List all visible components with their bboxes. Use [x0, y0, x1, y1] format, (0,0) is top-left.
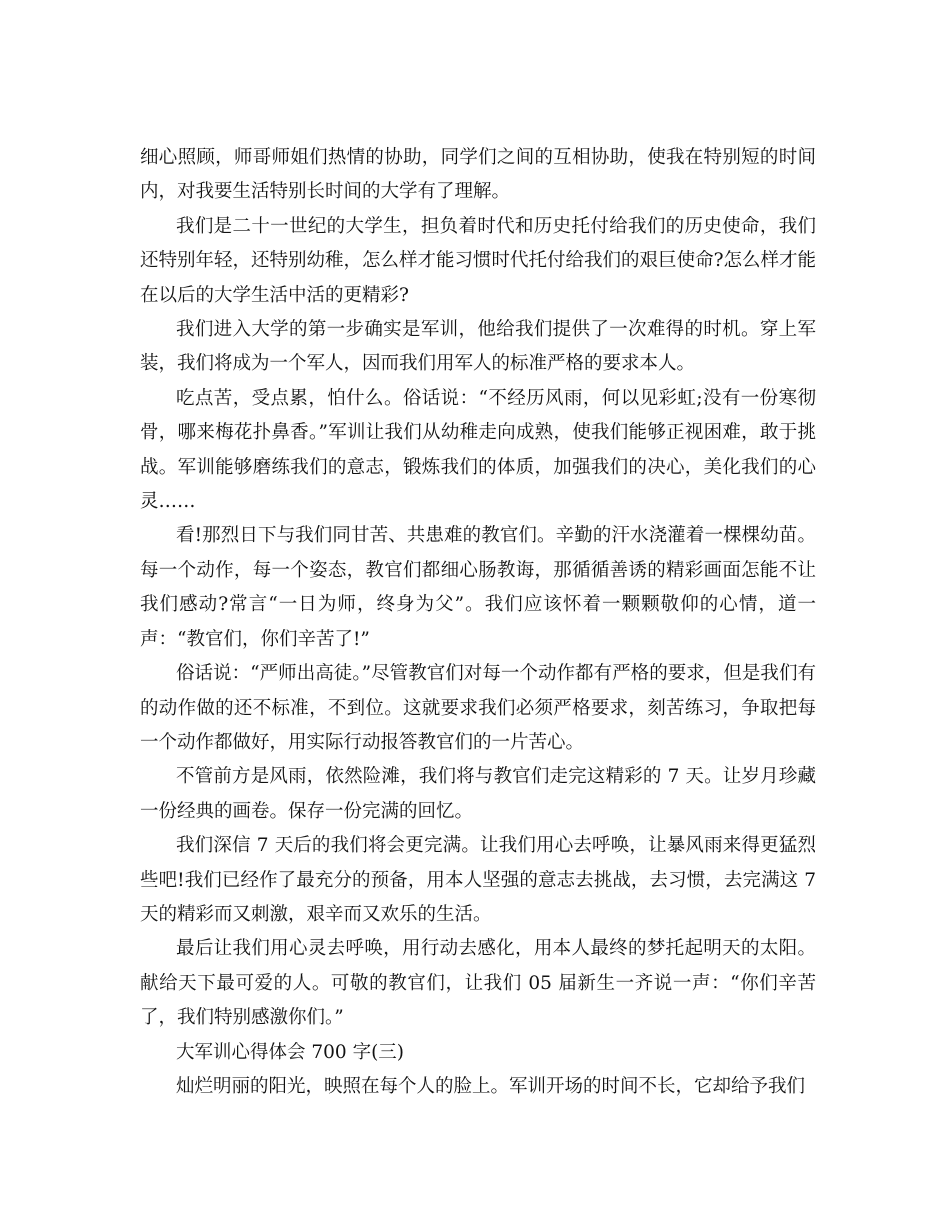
paragraph: 我们是二十一世纪的大学生，担负着时代和历史托付给我们的历史使命，我们还特别年轻，还特别幼稚，怎么样才能习惯时代托付给我们的艰巨使命?怎么样才能在以后的大学生活中活的更精彩? — [140, 215, 816, 306]
paragraph: 我们深信 7 天后的我们将会更完满。让我们用心去呼唤，让暴风雨来得更猛烈些吧!我们已经作了最充分的预备，用本人坚强的意志去挑战，去习惯，去完满这 7 天的精彩而又刺激，艰辛而又欢乐的生活。 — [140, 835, 816, 925]
document-body — [140, 141, 816, 1104]
paragraph: 细心照顾，师哥师姐们热情的协助，同学们之间的互相协助，使我在特别短的时间内，对我要生活特别长时间的大学有了理解。 — [140, 147, 816, 203]
section-heading: 大军训心得体会 700 字(三) — [176, 1041, 405, 1063]
paragraph: 不管前方是风雨，依然险滩，我们将与教官们走完这精彩的 7 天。让岁月珍藏一份经典的画卷。保存一份完满的回忆。 — [140, 766, 816, 822]
paragraph: 吃点苦，受点累，怕什么。俗话说：“不经历风雨，何以见彩虹;没有一份寒彻骨，哪来梅花扑鼻香。”军训让我们从幼稚走向成熟，使我们能够正视困难，敢于挑战。军训能够磨练我们的意志，锻炼我们的体质，加强我们的决心，美化我们的心灵…… — [140, 387, 816, 513]
paragraph: 灿烂明丽的阳光，映照在每个人的脸上。军训开场的时间不长，它却给予我们 — [176, 1075, 806, 1097]
paragraph: 我们进入大学的第一步确实是军训，他给我们提供了一次难得的时机。穿上军装，我们将成为一个军人，因而我们用军人的标准严格的要求本人。 — [140, 319, 816, 375]
paragraph: 看!那烈日下与我们同甘苦、共患难的教官们。辛勤的汗水浇灌着一棵棵幼苗。每一个动作，每一个姿态，教官们都细心肠教诲，那循循善诱的精彩画面怎能不让我们感动?常言“一日为师，终身为父”。我们应该怀着一颗颗敬仰的心情，道一声：“教官们，你们辛苦了!” — [140, 525, 816, 650]
paragraph: 最后让我们用心灵去呼唤，用行动去感化，用本人最终的梦托起明天的太阳。献给天下最可爱的人。可敬的教官们，让我们 05 届新生一齐说一声：“你们辛苦了，我们特别感激你们。” — [140, 938, 816, 1029]
paragraph: 俗话说：“严师出高徒。”尽管教官们对每一个动作都有严格的要求，但是我们有的动作做的还不标准，不到位。这就要求我们必须严格要求，刻苦练习，争取把每一个动作都做好，用实际行动报答教官们的一片苦心。 — [140, 663, 816, 753]
